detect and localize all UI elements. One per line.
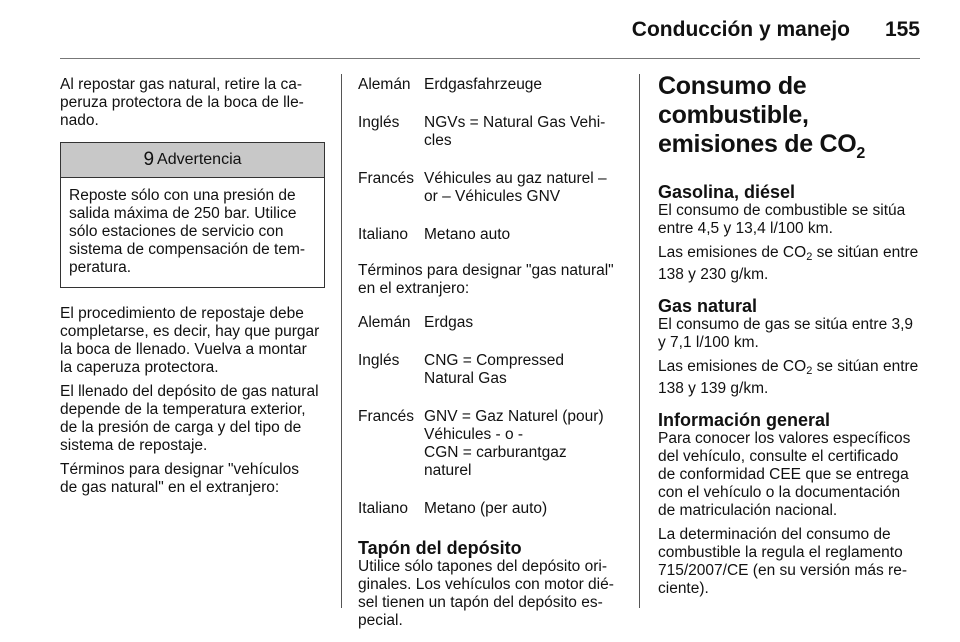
column-divider-2 (639, 74, 640, 608)
warning-text: Reposte sólo con una presión de salida máxima de 250 bar. Utilice sólo estaciones de servicio con sistema de compensación de tem- peratura. (69, 187, 306, 276)
vehicle-terms-table (358, 76, 620, 244)
general-info-paragraph: Para conocer los valores específicos del vehículo, consulte el certificado de conformidad CEE que se entrega con el vehículo o la documentación de matriculación nacional. (658, 430, 911, 519)
natural-gas-heading: Gas natural (658, 296, 758, 316)
table-row: Italiano Metano auto (358, 226, 511, 243)
running-header: Conducción y manejo (631, 18, 850, 41)
warning-icon: 9 (143, 149, 155, 170)
intro-paragraph: Al repostar gas natural, retire la ca- peruza protectora de la boca de lle- nado. (60, 76, 304, 129)
vehicle-terms-paragraph: Términos para designar "vehículos de gas natural" en el extranjero: (60, 461, 299, 496)
column-1 (60, 76, 325, 503)
gas-terms-paragraph: Términos para designar "gas natural" en el extranjero: (358, 262, 614, 297)
filling-paragraph: El llenado del depósito de gas natural depende de la temperatura exterior, de la presión de carga y del tipo de sistema de repostaje. (60, 383, 319, 454)
fuel-cap-heading: Tapón del depósito (358, 538, 522, 558)
column-3 (658, 72, 924, 604)
table-row: Italiano Metano (per auto) (358, 500, 548, 517)
column-divider-1 (341, 74, 342, 608)
section-heading: Consumo de combustible, emisiones de $CO_2$ (658, 72, 865, 162)
gasoline-diesel-heading: Gasolina, diésel (658, 182, 796, 202)
table-row: Inglés CNG = Compressed Natural Gas (358, 352, 564, 387)
table-row: Alemán Erdgasfahrzeuge (358, 76, 543, 93)
fuel-cap-paragraph: Utilice sólo tapones del depósito ori- ginales. Los vehículos con motor dié- sel tienen un tapón del depósito es- pecial. (358, 558, 614, 629)
warning-header (61, 143, 324, 178)
page-number: 155 (884, 18, 920, 41)
gas-terms-table (358, 314, 620, 518)
table-row: Francés GNV = Gaz Naturel (pour) Véhicules - o - CGN = carburantgaz naturel (358, 408, 604, 479)
natural-gas-consumption: El consumo de gas se sitúa entre 3,9 y 7,1 l/100 km. (658, 316, 914, 351)
table-row: Alemán Erdgas (358, 314, 474, 331)
column-2 (358, 76, 620, 636)
gasoline-emissions: Las emisiones de CO2 se sitúan entre 138 y 230 g/km. (658, 244, 919, 283)
natural-gas-emissions: Las emisiones de CO2 se sitúan entre 138 y 139 g/km. (658, 358, 919, 397)
gasoline-consumption: El consumo de combustible se sitúa entre 4,5 y 13,4 l/100 km. (658, 202, 906, 237)
warning-title: Advertencia (157, 151, 242, 168)
table-row: Francés Véhicules au gaz naturel – or – Véhicules GNV (358, 170, 607, 205)
header-rule (60, 58, 920, 59)
warning-box (60, 142, 325, 288)
refuel-procedure-paragraph: El procedimiento de repostaje debe completarse, es decir, hay que purgar la boca de llenado. Vuelva a montar la caperuza protectora. (60, 305, 320, 376)
table-row: Inglés NGVs = Natural Gas Vehi- cles (358, 114, 606, 149)
general-info-heading: Información general (658, 410, 831, 430)
regulation-paragraph: La determinación del consumo de combustible la regula el reglamento 715/2007/CE (en su versión más re- ciente). (658, 526, 907, 597)
